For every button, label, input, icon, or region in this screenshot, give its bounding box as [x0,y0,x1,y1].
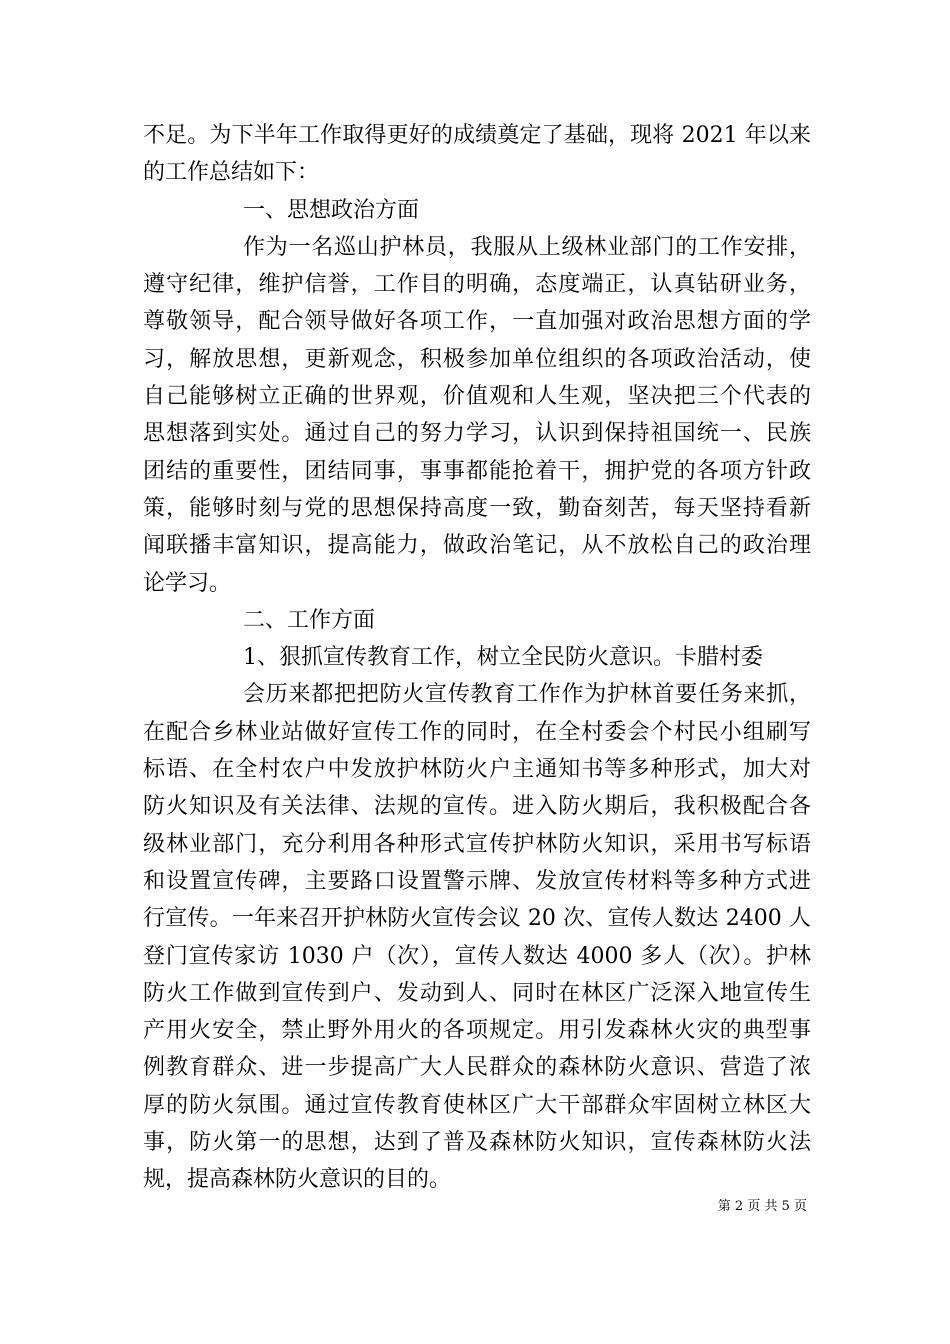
section-heading: 二、工作方面 [243,607,376,633]
subsection-heading: 1、狠抓宣传教育工作，树立全民防火意识。卡腊村委 [243,645,763,671]
text-line: 会历来都把把防火宣传教育工作作为护林首要任务来抓， [243,682,811,708]
text-line: 标语、在全村农户中发放护林防火户主通知书等多种形式，加大对 [143,757,811,783]
text-line: 事，防火第一的思想，达到了普及森林防火知识，宣传森林防火法 [143,1130,811,1156]
text-line: 行宣传。一年来召开护林防火宣传会议 20 次、宣传人数达 2400 人 [143,906,811,932]
document-body [143,117,811,1199]
section-heading: 一、思想政治方面 [243,197,420,223]
text-line: 防火工作做到宣传到户、发动到人、同时在林区广泛深入地宣传生 [143,980,811,1006]
page-number: 第 2 页 共 5 页 [717,1199,807,1214]
text-line: 级林业部门，充分利用各种形式宣传护林防火知识，采用书写标语 [143,831,811,857]
text-line: 产用火安全，禁止野外用火的各项规定。用引发森林火灾的典型事 [143,1018,811,1044]
text-line: 厚的防火氛围。通过宣传教育使林区广大干部群众牢固树立林区大 [143,1092,811,1118]
text-line: 论学习。 [143,570,232,596]
text-line: 的工作总结如下： [143,160,320,186]
text-line: 策，能够时刻与党的思想保持高度一致，勤奋刻苦，每天坚持看新 [143,495,811,521]
text-line: 思想落到实处。通过自己的努力学习，认识到保持祖国统一、民族 [143,421,811,447]
text-line: 例教育群众、进一步提高广大人民群众的森林防火意识、营造了浓 [143,1055,811,1081]
text-line: 习，解放思想，更新观念，积极参加单位组织的各项政治活动，使 [143,346,811,372]
text-line: 尊敬领导，配合领导做好各项工作，一直加强对政治思想方面的学 [143,309,811,335]
text-line: 防火知识及有关法律、法规的宣传。进入防火期后，我积极配合各 [143,794,811,820]
text-line: 规，提高森林防火意识的目的。 [143,1167,452,1193]
text-line: 团结的重要性，团结同事，事事都能抢着干，拥护党的各项方针政 [143,458,811,484]
text-line: 自己能够树立正确的世界观，价值观和人生观，坚决把三个代表的 [143,384,811,410]
text-line: 和设置宣传碑，主要路口设置警示牌、发放宣传材料等多种方式进 [143,868,811,894]
text-line: 在配合乡林业站做好宣传工作的同时，在全村委会个村民小组刷写 [143,719,811,745]
text-line: 登门宣传家访 1030 户（次），宣传人数达 4000 多人（次）。护林 [143,943,811,969]
text-line: 不足。为下半年工作取得更好的成绩奠定了基础，现将 2021 年以来 [143,123,811,148]
text-line: 作为一名巡山护林员，我服从上级林业部门的工作安排， [243,234,811,260]
text-line: 遵守纪律，维护信誉，工作目的明确，态度端正，认真钻研业务， [143,272,811,298]
text-line: 闻联播丰富知识，提高能力，做政治笔记，从不放松自己的政治理 [143,533,811,559]
